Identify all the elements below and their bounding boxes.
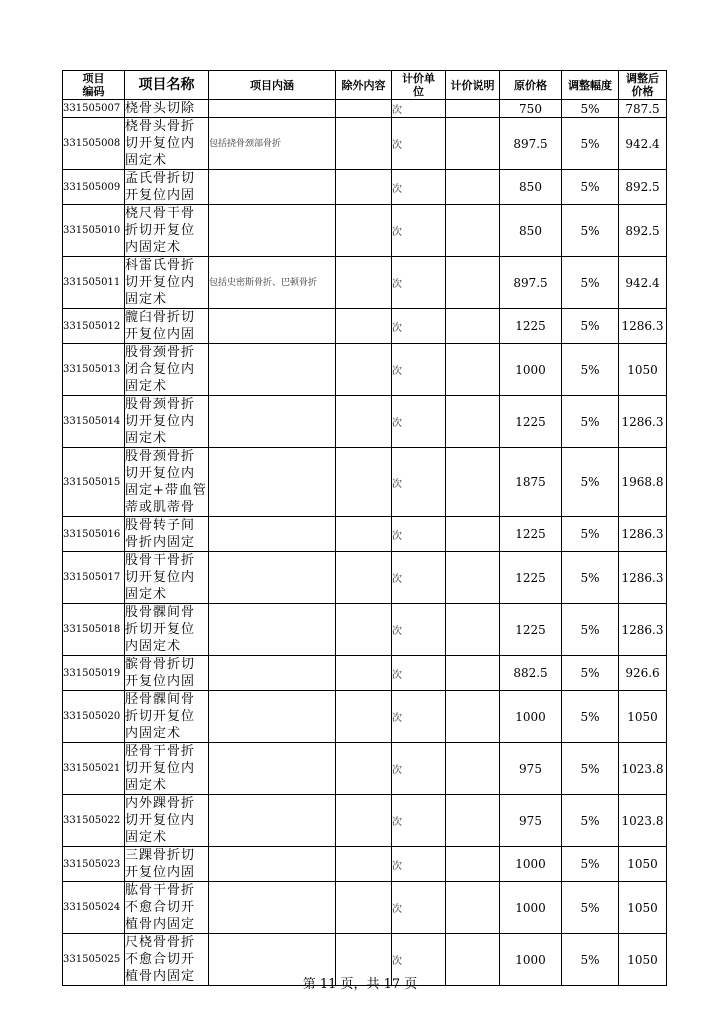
note-cell <box>446 604 500 656</box>
new-price: 1050 <box>619 344 667 396</box>
orig-price: 882.5 <box>500 656 562 691</box>
code: 331505007 <box>63 100 125 118</box>
exclude-cell <box>336 656 392 691</box>
table-row <box>63 691 667 743</box>
table-row <box>63 205 667 257</box>
content <box>209 344 336 396</box>
code: 331505016 <box>63 517 125 552</box>
orig-price: 1225 <box>500 604 562 656</box>
new-price: 1286.3 <box>619 552 667 604</box>
header-orig: 原价格 <box>500 71 562 100</box>
content <box>209 396 336 448</box>
content <box>209 691 336 743</box>
content <box>209 604 336 656</box>
table-row <box>63 396 667 448</box>
orig-price: 1875 <box>500 448 562 517</box>
orig-price: 1225 <box>500 396 562 448</box>
note-cell <box>446 847 500 882</box>
orig-price: 850 <box>500 205 562 257</box>
code: 331505015 <box>63 448 125 517</box>
header-content: 项目内涵 <box>209 71 336 100</box>
adjust-rate: 5% <box>562 257 619 309</box>
unit: 次 <box>392 517 446 552</box>
adjust-rate: 5% <box>562 309 619 344</box>
name: 科雷氏骨折切开复位内固定术 <box>125 257 209 309</box>
orig-price: 1225 <box>500 309 562 344</box>
adjust-rate: 5% <box>562 604 619 656</box>
unit: 次 <box>392 170 446 205</box>
name: 股骨颈骨折闭合复位内固定术 <box>125 344 209 396</box>
orig-price: 975 <box>500 743 562 795</box>
unit: 次 <box>392 743 446 795</box>
exclude-cell <box>336 517 392 552</box>
code: 331505012 <box>63 309 125 344</box>
table-row <box>63 448 667 517</box>
header-code: 项目 编码 <box>63 71 125 100</box>
note-cell <box>446 396 500 448</box>
exclude-cell <box>336 691 392 743</box>
table-row <box>63 604 667 656</box>
adjust-rate: 5% <box>562 934 619 986</box>
table-row <box>63 552 667 604</box>
name: 股骨颈骨折切开复位内固定+带血管蒂或肌蒂骨 <box>125 449 207 515</box>
orig-price: 975 <box>500 795 562 847</box>
name: 髋臼骨折切开复位内固 <box>125 309 209 344</box>
adjust-rate: 5% <box>562 691 619 743</box>
name: 桡骨头骨折切开复位内固定术 <box>125 118 209 170</box>
content <box>209 170 336 205</box>
note-cell <box>446 448 500 517</box>
exclude-cell <box>336 448 392 517</box>
table-row <box>63 743 667 795</box>
content <box>209 847 336 882</box>
orig-price: 750 <box>500 100 562 118</box>
name: 桡骨头切除 <box>125 100 209 118</box>
name: 肱骨干骨折不愈合切开植骨内固定 <box>125 882 209 934</box>
unit: 次 <box>392 118 446 170</box>
exclude-cell <box>336 170 392 205</box>
note-cell <box>446 344 500 396</box>
table-row <box>63 847 667 882</box>
page-footer: 第 11 页，共 17 页 <box>302 977 418 992</box>
adjust-rate: 5% <box>562 344 619 396</box>
name: 髌骨骨折切开复位内固 <box>125 656 209 691</box>
new-price: 1050 <box>619 847 667 882</box>
exclude-cell <box>336 847 392 882</box>
price-table <box>62 70 667 986</box>
note-cell <box>446 170 500 205</box>
new-price: 942.4 <box>619 257 667 309</box>
unit: 次 <box>392 934 446 986</box>
new-price: 926.6 <box>619 656 667 691</box>
orig-price: 1225 <box>500 552 562 604</box>
orig-price: 1225 <box>500 517 562 552</box>
unit: 次 <box>392 309 446 344</box>
content <box>209 517 336 552</box>
unit: 次 <box>392 205 446 257</box>
code: 331505018 <box>63 604 125 656</box>
note-cell <box>446 100 500 118</box>
new-price: 1286.3 <box>619 517 667 552</box>
exclude-cell <box>336 205 392 257</box>
unit: 次 <box>392 691 446 743</box>
note-cell <box>446 205 500 257</box>
unit: 次 <box>392 847 446 882</box>
code: 331505025 <box>63 934 125 986</box>
exclude-cell <box>336 344 392 396</box>
table-body <box>63 100 667 986</box>
code: 331505023 <box>63 847 125 882</box>
code: 331505010 <box>63 205 125 257</box>
content: 包括史密斯骨折、巴顿骨折 <box>209 257 336 309</box>
new-price: 1050 <box>619 934 667 986</box>
content <box>209 795 336 847</box>
orig-price: 1000 <box>500 691 562 743</box>
unit: 次 <box>392 344 446 396</box>
note-cell <box>446 795 500 847</box>
unit: 次 <box>392 795 446 847</box>
content <box>209 100 336 118</box>
name: 内外踝骨折切开复位内固定术 <box>125 795 209 847</box>
adjust-rate: 5% <box>562 100 619 118</box>
unit: 次 <box>392 257 446 309</box>
content <box>209 552 336 604</box>
note-cell <box>446 882 500 934</box>
exclude-cell <box>336 100 392 118</box>
code: 331505017 <box>63 552 125 604</box>
content <box>209 743 336 795</box>
adjust-rate: 5% <box>562 517 619 552</box>
note-cell <box>446 118 500 170</box>
adjust-rate: 5% <box>562 448 619 517</box>
name: 三踝骨折切开复位内固 <box>125 847 209 882</box>
code: 331505021 <box>63 743 125 795</box>
name: 股骨髁间骨折切开复位内固定术 <box>125 604 209 656</box>
name: 孟氏骨折切开复位内固 <box>125 170 209 205</box>
code: 331505020 <box>63 691 125 743</box>
new-price: 1286.3 <box>619 309 667 344</box>
code: 331505022 <box>63 795 125 847</box>
header-note: 计价说明 <box>446 71 500 100</box>
content <box>209 205 336 257</box>
new-price: 892.5 <box>619 170 667 205</box>
new-price: 1286.3 <box>619 396 667 448</box>
unit: 次 <box>392 552 446 604</box>
unit: 次 <box>392 100 446 118</box>
note-cell <box>446 691 500 743</box>
new-price: 1023.8 <box>619 743 667 795</box>
table-row <box>63 656 667 691</box>
table-row <box>63 517 667 552</box>
adjust-rate: 5% <box>562 795 619 847</box>
adjust-rate: 5% <box>562 205 619 257</box>
table-row <box>63 795 667 847</box>
table-row <box>63 100 667 118</box>
name: 股骨颈骨折切开复位内固定术 <box>125 396 209 448</box>
table-row <box>63 344 667 396</box>
exclude-cell <box>336 396 392 448</box>
code: 331505024 <box>63 882 125 934</box>
code: 331505011 <box>63 257 125 309</box>
content <box>209 656 336 691</box>
name: 股骨转子间骨折内固定 <box>125 517 209 552</box>
code: 331505008 <box>63 118 125 170</box>
header-newp: 调整后 价格 <box>619 71 667 100</box>
name: 尺桡骨骨折不愈合切开植骨内固定 <box>125 934 209 986</box>
note-cell <box>446 552 500 604</box>
unit: 次 <box>392 882 446 934</box>
new-price: 1050 <box>619 882 667 934</box>
adjust-rate: 5% <box>562 170 619 205</box>
new-price: 787.5 <box>619 100 667 118</box>
adjust-rate: 5% <box>562 743 619 795</box>
unit: 次 <box>392 448 446 517</box>
header-unit: 计价单 位 <box>392 71 446 100</box>
unit: 次 <box>392 396 446 448</box>
adjust-rate: 5% <box>562 847 619 882</box>
content <box>209 448 336 517</box>
orig-price: 1000 <box>500 934 562 986</box>
name: 股骨干骨折切开复位内固定术 <box>125 552 209 604</box>
new-price: 1023.8 <box>619 795 667 847</box>
table-row <box>63 882 667 934</box>
code: 331505019 <box>63 656 125 691</box>
exclude-cell <box>336 257 392 309</box>
orig-price: 1000 <box>500 882 562 934</box>
table-row <box>63 118 667 170</box>
unit: 次 <box>392 604 446 656</box>
new-price: 1286.3 <box>619 604 667 656</box>
adjust-rate: 5% <box>562 552 619 604</box>
adjust-rate: 5% <box>562 396 619 448</box>
exclude-cell <box>336 309 392 344</box>
content <box>209 882 336 934</box>
orig-price: 897.5 <box>500 257 562 309</box>
adjust-rate: 5% <box>562 656 619 691</box>
unit: 次 <box>392 656 446 691</box>
new-price: 892.5 <box>619 205 667 257</box>
note-cell <box>446 517 500 552</box>
note-cell <box>446 656 500 691</box>
orig-price: 850 <box>500 170 562 205</box>
exclude-cell <box>336 604 392 656</box>
orig-price: 1000 <box>500 344 562 396</box>
adjust-rate: 5% <box>562 118 619 170</box>
header-row <box>63 71 667 100</box>
orig-price: 897.5 <box>500 118 562 170</box>
note-cell <box>446 743 500 795</box>
exclude-cell <box>336 795 392 847</box>
header-name: 项目名称 <box>125 71 209 100</box>
table-row <box>63 309 667 344</box>
new-price: 942.4 <box>619 118 667 170</box>
exclude-cell <box>336 552 392 604</box>
exclude-cell <box>336 882 392 934</box>
name: 胫骨干骨折切开复位内固定术 <box>125 743 209 795</box>
code: 331505014 <box>63 396 125 448</box>
content: 包括挠骨颈部骨折 <box>209 118 336 170</box>
new-price: 1050 <box>619 691 667 743</box>
note-cell <box>446 309 500 344</box>
content <box>209 309 336 344</box>
name: 胫骨髁间骨折切开复位内固定术 <box>125 691 209 743</box>
adjust-rate: 5% <box>562 882 619 934</box>
header-adjust: 调整幅度 <box>562 71 619 100</box>
code: 331505013 <box>63 344 125 396</box>
header-exclude: 除外内容 <box>336 71 392 100</box>
orig-price: 1000 <box>500 847 562 882</box>
code: 331505009 <box>63 170 125 205</box>
table-row <box>63 257 667 309</box>
table-row <box>63 170 667 205</box>
exclude-cell <box>336 743 392 795</box>
exclude-cell <box>336 118 392 170</box>
new-price: 1968.8 <box>619 448 667 517</box>
name: 桡尺骨干骨折切开复位内固定术 <box>125 205 209 257</box>
note-cell <box>446 257 500 309</box>
